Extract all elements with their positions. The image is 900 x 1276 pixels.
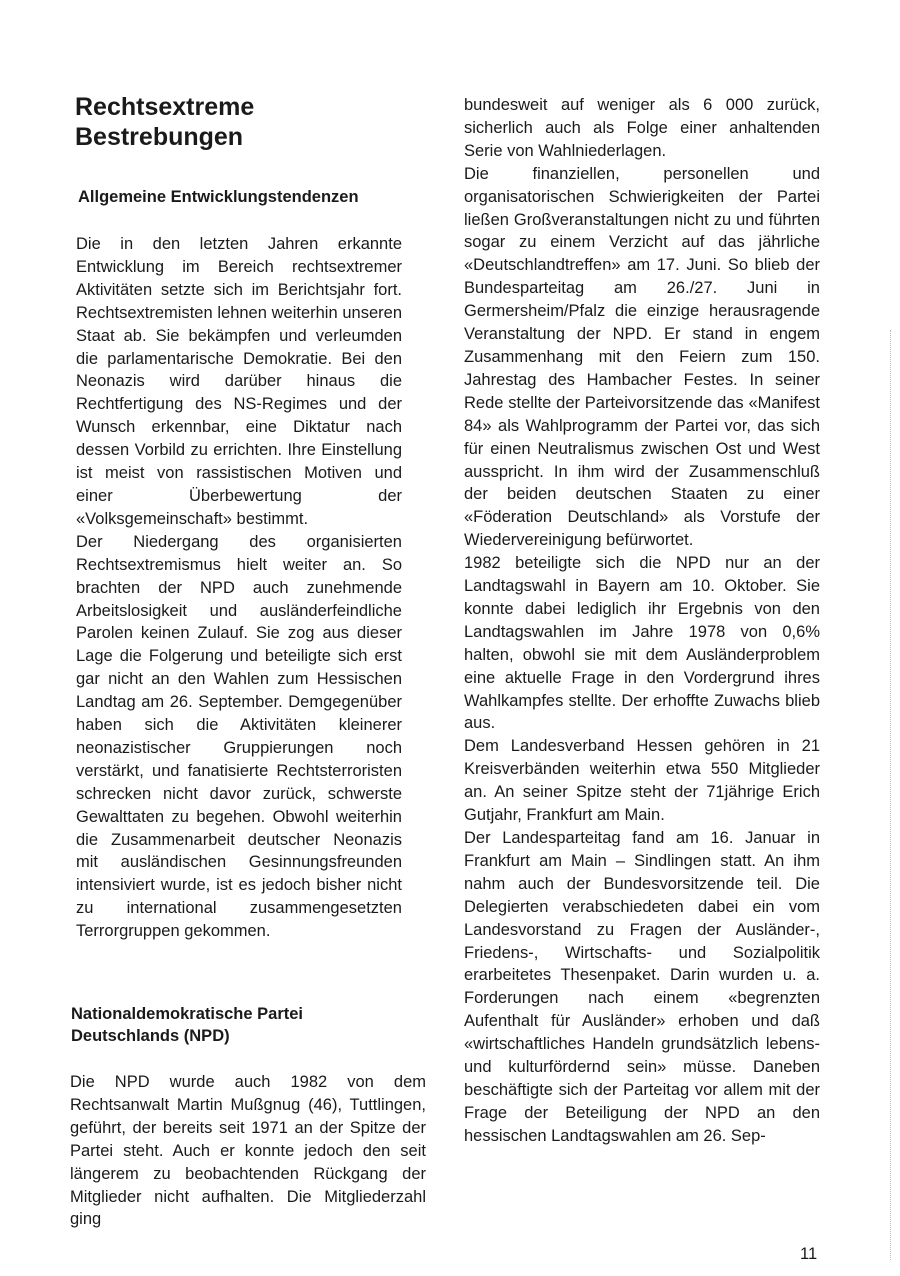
paragraph: Die finanziellen, personellen und organisatorischen Schwierigkeiten der Partei ließen Großveranstaltungen nicht zu und führten sogar zu einem Verzicht auf das jährliche «Deutschlandtreffen» am 17. Juni. So blieb der Bundesparteitag am 26./27. Juni in Germersheim/Pfalz die einzige herausragende Veranstaltung der NPD. Er stand in engem Zusammenhang mit den Feiern zum 150. Jahrestag des Hambacher Festes. In seiner Rede stellte der Parteivorsitzende das «Manifest 84» als Wahlprogramm der Partei vor, das sich für einen Neutralismus zwischen Ost und West ausspricht. In ihm wird der Zusammenschluß der beiden deutschen Staaten zu einer «Föderation Deutschland» als Vorstufe der Wiedervereinigung befürwortet. xyxy=(464,164,820,550)
paragraph: Die in den letzten Jahren erkannte Entwicklung im Bereich rechtsextremer Aktivitäten setzte sich im Berichtsjahr fort. Rechtsextremisten lehnen weiterhin unseren Staat ab. Sie bekämpfen und verleumden die parlamentarische Demokratie. Bei den Neonazis wird darüber hinaus die Rechtfertigung des NS-Regimes und der Wunsch erkennbar, eine Diktatur nach dessen Vorbild zu errichten. Ihre Einstellung ist meist von rassistischen Motiven und einer Überbewertung der «Volksgemeinschaft» bestimmt. xyxy=(76,235,402,528)
paragraph: 1982 beteiligte sich die NPD nur an der Landtagswahl in Bayern am 10. Oktober. Sie konnte dabei lediglich ihr Ergebnis von den Landtagswahlen im Jahre 1978 von 0,6% halten, obwohl sie mit dem Ausländerproblem eine aktuelle Frage in den Vordergrund ihres Wahlkampfes stellte. Der erhoffte Zuwachs blieb aus. xyxy=(464,554,820,733)
paragraph: Dem Landesverband Hessen gehören in 21 Kreisverbänden weiterhin etwa 550 Mitglieder an. An seiner Spitze steht der 71jährige Erich Gutjahr, Frankfurt am Main. xyxy=(464,737,820,825)
section-heading-allgemein: Allgemeine Entwicklungstendenzen xyxy=(78,188,359,206)
paragraph: Die NPD wurde auch 1982 von dem Rechtsanwalt Martin Mußgnug (46), Tuttlingen, geführt, der bereits seit 1971 an der Spitze der Partei steht. Auch er konnte jedoch den seit längerem zu beobachtenden Rückgang der Mitglieder nicht aufhalten. Die Mitgliederzahl ging xyxy=(70,1073,426,1229)
paragraph: Der Niedergang des organisierten Rechtsextremismus hielt weiter an. So brachten der NPD auch zunehmende Arbeitslosigkeit und ausländerfeindliche Parolen keinen Zulauf. Sie zog aus dieser Lage die Folgerung und beteiligte sich erst gar nicht an den Wahlen zum Hessischen Landtag am 26. September. Demgegenüber haben sich die Aktivitäten kleinerer neonazistischer Gruppierungen noch verstärkt, und fanatisierte Rechtsterroristen schrecken nicht davor zurück, schwerste Gewalttaten zu begehen. Obwohl weiterhin die Zusammenarbeit deutscher Neonazis mit ausländischen Gesinnungsfreunden intensiviert wurde, ist es jedoch bisher nicht zu international zusammengesetzten Terrorgruppen gekommen. xyxy=(76,532,402,941)
section-allgemein-text xyxy=(76,233,402,943)
right-column-text xyxy=(464,94,820,1148)
paragraph: Der Landesparteitag fand am 16. Januar in Frankfurt am Main – Sindlingen statt. An ihm nahm auch der Bundesvorsitzende teil. Die Delegierten verabschiedeten dabei ein vom Landesvorstand zu Fragen der Ausländer-, Friedens-, Wirtschafts- und Sozialpolitik erarbeitetes Thesenpaket. Darin wurden u. a. Forderungen nach einem «begrenzten Aufenthalt für Ausländer» erhoben und daß «wirtschaftliches Handeln grundsätzlich lebens- und kulturfördernd sein» müsse. Daneben beschäftigte sich der Parteitag vor allem mit der Frage der Beteiligung der NPD an den hessischen Landtagswahlen am 26. Sep- xyxy=(464,829,820,1145)
paragraph: bundesweit auf weniger als 6 000 zurück, sicherlich auch als Folge einer anhaltenden Serie von Wahlniederlagen. xyxy=(464,96,820,160)
section-heading-npd-line2: Deutschlands (NPD) xyxy=(71,1027,230,1045)
section-npd-intro xyxy=(70,1071,426,1231)
section-heading-npd-line1: Nationaldemokratische Partei xyxy=(71,1005,303,1023)
margin-rule xyxy=(890,330,892,1260)
page-title: Rechtsextreme Bestrebungen xyxy=(75,93,255,151)
section-heading-npd xyxy=(71,1003,411,1047)
page-number: 11 xyxy=(800,1245,818,1263)
